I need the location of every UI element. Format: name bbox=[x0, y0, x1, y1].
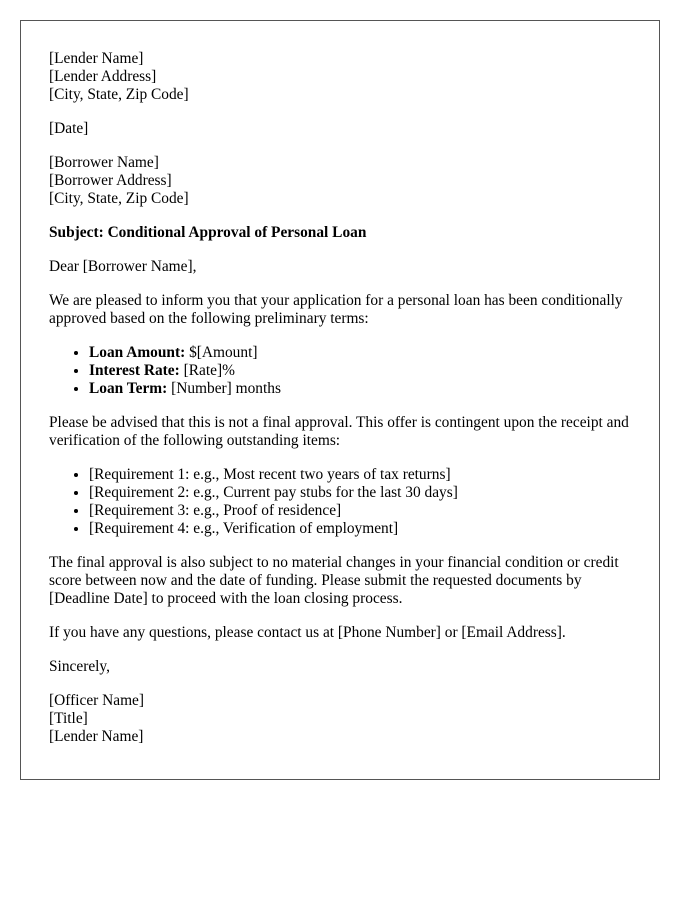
borrower-address: [Borrower Address] bbox=[49, 172, 172, 189]
lender-address: [Lender Address] bbox=[49, 68, 157, 85]
letter-date: [Date] bbox=[49, 120, 89, 137]
advisory-paragraph: Please be advised that this is not a final approval. This offer is contingent upon the receipt and verification of the following outstanding items: bbox=[49, 414, 629, 449]
list-item bbox=[89, 380, 631, 398]
term-value: [Rate]% bbox=[183, 362, 235, 379]
officer-name: [Officer Name] bbox=[49, 692, 144, 709]
term-label: Interest Rate: bbox=[89, 362, 180, 379]
list-item: • [Requirement 2: e.g., Current pay stubs for the last 30 days] bbox=[89, 484, 631, 502]
requirements-list bbox=[49, 466, 631, 538]
borrower-address-block bbox=[49, 154, 631, 208]
list-item: • [Requirement 1: e.g., Most recent two years of tax returns] bbox=[89, 466, 631, 484]
salutation: Dear [Borrower Name], bbox=[49, 258, 197, 275]
lender-city-state-zip: [City, State, Zip Code] bbox=[49, 86, 189, 103]
closing: Sincerely, bbox=[49, 658, 110, 675]
loan-terms-list bbox=[49, 344, 631, 398]
lender-name: [Lender Name] bbox=[49, 50, 144, 67]
term-value: $[Amount] bbox=[189, 344, 258, 361]
subject-line: Subject: Conditional Approval of Personal Loan bbox=[49, 224, 367, 241]
list-item: • [Requirement 4: e.g., Verification of employment] bbox=[89, 520, 631, 538]
list-item bbox=[89, 362, 631, 380]
signature-block bbox=[49, 692, 631, 746]
list-item bbox=[89, 344, 631, 362]
intro-paragraph: We are pleased to inform you that your application for a personal loan has been conditionally approved based on the following preliminary terms: bbox=[49, 292, 623, 327]
contact-paragraph: If you have any questions, please contact us at [Phone Number] or [Email Address]. bbox=[49, 624, 566, 641]
term-label: Loan Term: bbox=[89, 380, 168, 397]
signature-lender-name: [Lender Name] bbox=[49, 728, 144, 745]
term-value: [Number] months bbox=[171, 380, 281, 397]
officer-title: [Title] bbox=[49, 710, 88, 727]
list-item: • [Requirement 3: e.g., Proof of residence] bbox=[89, 502, 631, 520]
letter-document bbox=[20, 20, 660, 780]
term-label: Loan Amount: bbox=[89, 344, 186, 361]
borrower-name: [Borrower Name] bbox=[49, 154, 159, 171]
final-approval-paragraph: The final approval is also subject to no material changes in your financial condition or credit score between now and the date of funding. Please submit the requested documents by [Deadline Date] to proceed with the loan closing process. bbox=[49, 554, 619, 607]
borrower-city-state-zip: [City, State, Zip Code] bbox=[49, 190, 189, 207]
lender-address-block bbox=[49, 50, 631, 104]
